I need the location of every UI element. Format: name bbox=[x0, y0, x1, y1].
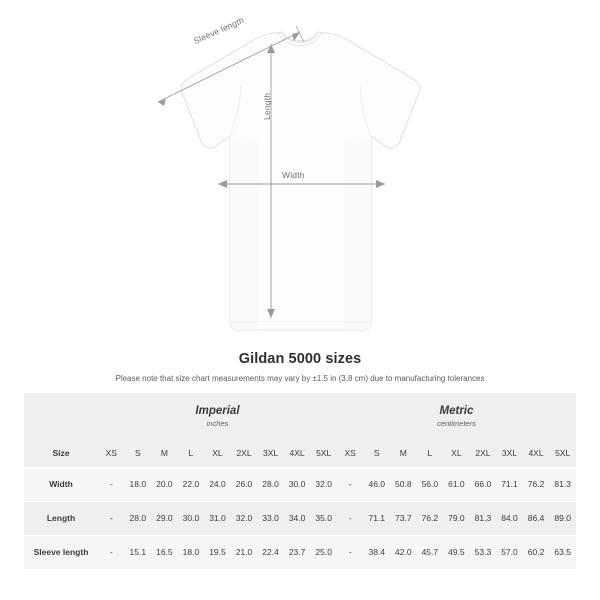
header-metric-5xl: 5XL bbox=[555, 447, 571, 458]
cell-sleeve-metric-3xl: 57.0 bbox=[501, 547, 518, 558]
cell-sleeve-metric-l: 45.7 bbox=[421, 547, 439, 558]
header-metric-s: S bbox=[373, 447, 380, 458]
cell-length-imperial-s: 28.0 bbox=[129, 513, 147, 523]
cell-length-imperial-5xl: 35.0 bbox=[315, 513, 332, 523]
unit-spacer-cell bbox=[24, 393, 98, 439]
cell-sleeve-imperial-s: 15.1 bbox=[129, 547, 147, 558]
width-label: Width bbox=[282, 170, 305, 180]
unit-group-metric-name: Metric bbox=[439, 404, 474, 417]
cell-length-imperial-2xl: 32.0 bbox=[235, 513, 253, 523]
cell-sleeve-metric-s: 38.4 bbox=[368, 547, 386, 558]
cell-width-metric-s: 46.0 bbox=[368, 479, 386, 489]
header-imperial-s: S bbox=[134, 447, 141, 458]
cell-length-imperial-4xl: 34.0 bbox=[288, 513, 306, 523]
page-title: Gildan 5000 sizes bbox=[238, 351, 362, 367]
cell-width-imperial-s: 18.0 bbox=[129, 479, 147, 489]
cell-sleeve-metric-4xl: 60.2 bbox=[527, 547, 545, 558]
cell-length-metric-xl: 79.0 bbox=[448, 513, 465, 523]
cell-sleeve-imperial-2xl: 21.0 bbox=[235, 547, 253, 558]
cell-sleeve-metric-m: 42.0 bbox=[395, 547, 412, 558]
cell-width-imperial-xs: - bbox=[109, 479, 113, 489]
cell-length-metric-4xl: 86.4 bbox=[527, 513, 545, 523]
cell-width-imperial-l: 22.0 bbox=[182, 479, 200, 489]
cell-length-metric-s: 71.1 bbox=[368, 513, 386, 523]
size-chart-container bbox=[0, 393, 600, 569]
header-imperial-l: L bbox=[188, 447, 194, 458]
cell-width-metric-4xl: 76.2 bbox=[527, 479, 545, 489]
cell-sleeve-metric-2xl: 53.3 bbox=[474, 547, 492, 558]
header-imperial-xl: XL bbox=[212, 447, 223, 458]
cell-sleeve-imperial-m: 16.5 bbox=[156, 547, 173, 558]
table-row bbox=[24, 501, 576, 535]
cell-sleeve-metric-5xl: 63.5 bbox=[554, 547, 571, 558]
cell-width-imperial-3xl: 28.0 bbox=[262, 479, 279, 489]
header-metric-xs: XS bbox=[344, 447, 356, 458]
header-imperial-5xl: 5XL bbox=[316, 447, 332, 458]
title-block bbox=[0, 345, 600, 383]
cell-length-metric-xs: - bbox=[348, 513, 352, 523]
cell-sleeve-imperial-3xl: 22.4 bbox=[262, 547, 279, 558]
unit-group-metric-sub: centimeters bbox=[437, 418, 476, 428]
header-metric-3xl: 3XL bbox=[501, 447, 518, 458]
cell-sleeve-imperial-xl: 19.5 bbox=[209, 547, 226, 558]
cell-sleeve-imperial-5xl: 25.0 bbox=[315, 547, 332, 558]
cell-width-metric-m: 50.8 bbox=[395, 479, 412, 489]
row-label-length: Length bbox=[46, 513, 76, 523]
table-row bbox=[24, 467, 576, 501]
cell-width-imperial-m: 20.0 bbox=[156, 479, 173, 489]
size-chart-table bbox=[24, 393, 576, 569]
cell-sleeve-metric-xs: - bbox=[348, 547, 352, 558]
row-label-sleeve-length: Sleeve length bbox=[33, 547, 89, 558]
header-metric-4xl: 4XL bbox=[528, 447, 544, 458]
cell-width-metric-2xl: 66.0 bbox=[474, 479, 492, 489]
cell-width-imperial-xl: 24.0 bbox=[209, 479, 226, 489]
cell-width-imperial-2xl: 26.0 bbox=[235, 479, 253, 489]
header-metric-m: M bbox=[399, 447, 407, 458]
cell-length-metric-5xl: 89.0 bbox=[554, 513, 571, 523]
cell-sleeve-imperial-4xl: 23.7 bbox=[288, 547, 306, 558]
cell-sleeve-imperial-l: 18.0 bbox=[182, 547, 200, 558]
header-size: Size bbox=[52, 447, 70, 458]
cell-length-metric-l: 76.2 bbox=[421, 513, 439, 523]
cell-length-metric-m: 73.7 bbox=[395, 513, 412, 523]
header-imperial-m: M bbox=[160, 447, 168, 458]
cell-width-imperial-5xl: 32.0 bbox=[315, 479, 332, 489]
header-imperial-2xl: 2XL bbox=[236, 447, 252, 458]
cell-width-imperial-4xl: 30.0 bbox=[288, 479, 306, 489]
unit-group-imperial-name: Imperial bbox=[195, 404, 240, 417]
header-metric-l: L bbox=[427, 447, 433, 458]
header-imperial-4xl: 4XL bbox=[289, 447, 305, 458]
unit-group-imperial-sub: inches bbox=[206, 418, 229, 428]
sleeve-length-label: Sleeve length bbox=[191, 14, 246, 46]
unit-group-metric bbox=[337, 393, 576, 439]
cell-length-imperial-l: 30.0 bbox=[182, 513, 200, 523]
cell-sleeve-imperial-xs: - bbox=[109, 547, 113, 558]
tshirt-shape bbox=[181, 32, 420, 330]
header-metric-xl: XL bbox=[451, 447, 462, 458]
unit-header-row bbox=[24, 393, 576, 439]
cell-width-metric-3xl: 71.1 bbox=[501, 479, 518, 489]
cell-length-imperial-xs: - bbox=[109, 513, 113, 523]
cell-length-metric-2xl: 81.3 bbox=[474, 513, 492, 523]
cell-width-metric-5xl: 81.3 bbox=[554, 479, 571, 489]
cell-width-metric-xl: 61.0 bbox=[448, 479, 465, 489]
cell-length-metric-3xl: 84.0 bbox=[501, 513, 518, 523]
column-header-row bbox=[24, 439, 576, 467]
cell-length-imperial-xl: 31.0 bbox=[209, 513, 226, 523]
row-label-width: Width bbox=[49, 479, 73, 489]
unit-group-imperial bbox=[98, 393, 337, 439]
cell-length-imperial-3xl: 33.0 bbox=[262, 513, 279, 523]
cell-length-imperial-m: 29.0 bbox=[156, 513, 173, 523]
cell-width-metric-l: 56.0 bbox=[421, 479, 439, 489]
header-imperial-xs: XS bbox=[105, 447, 117, 458]
header-imperial-3xl: 3XL bbox=[262, 447, 279, 458]
cell-sleeve-metric-xl: 49.5 bbox=[448, 547, 465, 558]
table-row bbox=[24, 535, 576, 569]
cell-width-metric-xs: - bbox=[348, 479, 352, 489]
length-label: Length bbox=[262, 92, 272, 120]
header-metric-2xl: 2XL bbox=[475, 447, 491, 458]
tolerance-note: Please note that size chart measurements may vary by ±1.5 in (3.8 cm) due to manufacturing tolerances bbox=[115, 374, 485, 383]
